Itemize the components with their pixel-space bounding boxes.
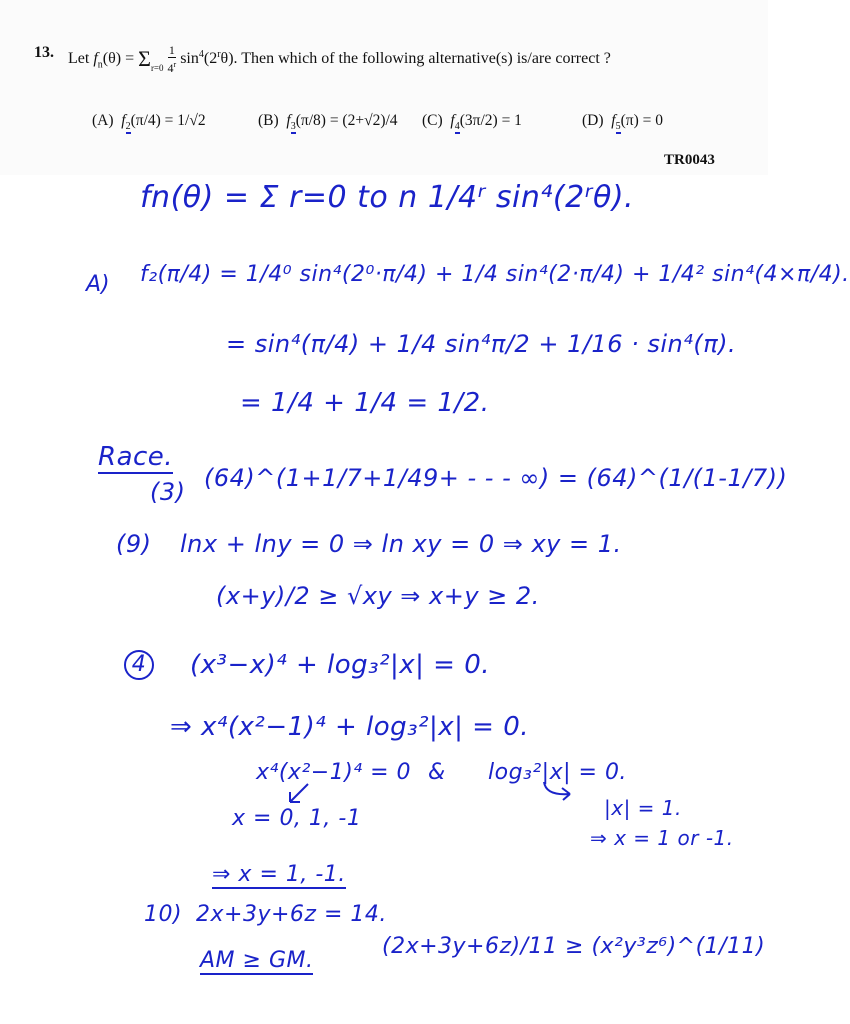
option-b: (B) $f_3(\pi/8) = (2+√2)/4$	[258, 112, 398, 133]
note-part-a-line2: = sin⁴(π/4) + 1/4 sin⁴π/2 + 1/16 · sin⁴(π).	[226, 330, 737, 358]
note-q9-line1: lnx + lny = 0 ⇒ ln xy = 0 ⇒ xy = 1.	[180, 530, 622, 558]
note-q4-line2: ⇒ x⁴(x²−1)⁴ + log₃²|x| = 0.	[170, 712, 530, 742]
note-q4-line4: x = 0, 1, -1	[232, 806, 362, 831]
option-c: (C) $f_4(3\pi/2) = 1$	[422, 112, 522, 133]
note-q10-line3: (2x+3y+6z)/11 ≥ (x²y³z⁶)^(1/11)	[382, 934, 766, 959]
question-stem: Let $f_n(\theta) = \Sigma_{r=0}$ $\frac{1}{4^r}$ $\sin^4(2^r\theta)$. Then which of the following alternative(s) is/are correct ?	[68, 43, 611, 75]
option-d: (D) $f_5(\pi) = 0$	[582, 112, 663, 133]
note-q9-line2: (x+y)/2 ≥ √xy ⇒ x+y ≥ 2.	[216, 582, 540, 610]
question-code: TR0043	[664, 152, 715, 168]
note-definition: fn(θ) = Σ r=0 to n 1/4ʳ sin⁴(2ʳθ).	[140, 180, 635, 215]
note-race-expression: (64)^(1+1/7+1/49+ - - - ∞) = (64)^(1/(1-1/7))	[204, 464, 788, 492]
note-race-label: Race.	[98, 442, 174, 472]
note-q4-line1: (x³−x)⁴ + log₃²|x| = 0.	[190, 650, 491, 680]
note-q10-label: 10)	[144, 902, 183, 927]
note-part-a-line1: f₂(π/4) = 1/4⁰ sin⁴(2⁰·π/4) + 1/4 sin⁴(2·π/4) + 1/4² sin⁴(4×π/4).	[140, 262, 850, 287]
question-number: 13.	[34, 44, 54, 61]
note-q4-line6: ⇒ x = 1 or -1.	[590, 826, 734, 850]
note-q4-label: 4	[124, 650, 154, 680]
note-q10-line1: 2x+3y+6z = 14.	[196, 902, 387, 927]
arrow-down-left-icon	[284, 782, 314, 808]
printed-question-block	[0, 0, 768, 175]
note-q4-line5: |x| = 1.	[604, 796, 682, 820]
note-q4-line3c: log₃²|x| = 0.	[488, 760, 627, 785]
note-part-a-label: A)	[86, 272, 110, 297]
stem-prefix: Let	[68, 50, 90, 68]
note-part-a-line3: = 1/4 + 1/4 = 1/2.	[240, 388, 490, 418]
stem-suffix: . Then which of the following alternative(s) is/are correct ?	[233, 50, 611, 68]
option-a: (A) $f_2(\pi/4) = 1/√2$	[92, 112, 206, 133]
note-q4-line3a: x⁴(x²−1)⁴ = 0	[256, 760, 412, 785]
note-q10-line2: AM ≥ GM.	[200, 948, 314, 973]
note-q9-label: (9)	[116, 530, 152, 558]
note-race-number: (3)	[150, 478, 186, 506]
arrow-curve-right-icon	[540, 778, 580, 804]
note-q4-line3b: &	[428, 760, 446, 785]
note-q4-result: ⇒ x = 1, -1.	[212, 862, 346, 887]
